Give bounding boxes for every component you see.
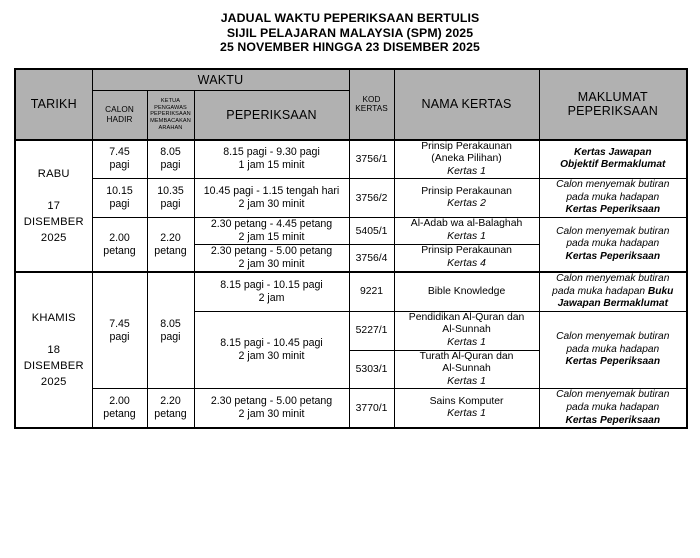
peperiksaan-time-cell — [194, 179, 349, 218]
peperiksaan-time-line-2: 2 jam 15 minit — [238, 231, 305, 244]
maklumat-line-2-plain: pada muka hadapan — [552, 285, 648, 297]
nama-kertas-cell — [394, 311, 539, 350]
header-peperiksaan: PEPERIKSAAN — [194, 91, 349, 140]
maklumat-line-3: Kertas Peperiksaan — [565, 356, 661, 368]
header-kod-line-1: KOD — [362, 94, 381, 104]
peperiksaan-time-line-2: 2 jam 30 minit — [238, 408, 305, 421]
title-line-1: JADUAL WAKTU PEPERIKSAAN BERTULIS — [220, 11, 480, 25]
ketua-line-2: pagi — [160, 198, 181, 211]
maklumat-line-2: pada muka hadapan — [566, 402, 660, 413]
header-ketua-line-4: MEMBACAKAN — [150, 118, 191, 125]
exam-schedule-table — [14, 68, 688, 429]
nama-kertas-line-1: Prinsip Perakaunan — [421, 185, 512, 197]
ketua-line-1: 10.35 — [157, 185, 184, 198]
peperiksaan-time-line-1: 8.15 pagi - 10.15 pagi — [220, 278, 323, 291]
maklumat-line-3: Kertas Peperiksaan — [565, 414, 661, 426]
nama-kertas-line-3: Kertas 1 — [447, 337, 486, 349]
header-calon-line-1: CALON — [105, 105, 134, 115]
day-name: RABU — [37, 167, 70, 180]
table-header-row-1 — [15, 69, 687, 91]
peperiksaan-time-line-1: 2.30 petang - 5.00 petang — [210, 395, 333, 408]
calon-hadir-cell — [92, 218, 147, 273]
nama-kertas-cell — [394, 179, 539, 218]
peperiksaan-time-line-1: 10.45 pagi - 1.15 tengah hari — [203, 185, 340, 198]
day-date-line-2: DISEMBER — [23, 360, 84, 373]
calon-hadir-line-1: 2.00 — [109, 395, 130, 408]
nama-kertas-line-1: Sains Komputer — [429, 395, 504, 407]
header-ketua-line-1: KETUA — [160, 98, 181, 105]
peperiksaan-time-line-2: 2 jam 30 minit — [238, 350, 305, 363]
day-date-line-3: 2025 — [40, 231, 67, 244]
day-date-line-2: DISEMBER — [23, 215, 84, 228]
peperiksaan-time-cell — [194, 140, 349, 179]
date-cell-khamis — [15, 272, 92, 428]
maklumat-line-3: Jawapan Bermaklumat — [557, 298, 668, 310]
maklumat-line-3: Kertas Peperiksaan — [565, 250, 661, 262]
nama-kertas-line-3: Kertas 1 — [447, 375, 486, 387]
nama-kertas-line-3: Kertas 4 — [447, 258, 486, 270]
header-calon-line-2: HADIR — [106, 114, 133, 124]
nama-kertas-cell — [394, 140, 539, 179]
header-maklumat-peperiksaan — [539, 69, 687, 140]
nama-kertas-line-3: Kertas 1 — [447, 165, 486, 177]
calon-hadir-cell — [92, 272, 147, 389]
calon-hadir-line-2: petang — [103, 408, 136, 421]
ketua-line-2: petang — [154, 408, 187, 421]
maklumat-cell — [539, 179, 687, 218]
calon-hadir-cell — [92, 140, 147, 179]
maklumat-line-1: Calon menyemak butiran — [556, 389, 670, 401]
peperiksaan-time-line-1: 2.30 petang - 5.00 petang — [210, 245, 333, 258]
calon-hadir-line-2: pagi — [109, 330, 130, 343]
ketua-line-2: pagi — [160, 159, 181, 172]
ketua-line-1: 2.20 — [160, 395, 181, 408]
table-row — [15, 218, 687, 245]
nama-kertas-cell — [394, 245, 539, 273]
maklumat-line-1: Calon menyemak butiran — [556, 331, 670, 343]
nama-kertas-line-1: Al-Adab wa al-Balaghah — [410, 218, 523, 230]
maklumat-line-1: Calon menyemak butiran — [556, 273, 670, 285]
calon-hadir-line-1: 7.45 — [109, 317, 130, 330]
calon-hadir-line-2: petang — [103, 244, 136, 257]
kod-kertas-cell: 3756/4 — [349, 245, 394, 273]
page-title — [0, 0, 700, 55]
nama-kertas-line-1: Prinsip Perakaunan — [421, 140, 512, 152]
ketua-line-1: 8.05 — [160, 146, 181, 159]
ketua-pengawas-cell — [147, 140, 194, 179]
maklumat-cell — [539, 272, 687, 311]
peperiksaan-time-line-2: 1 jam 15 minit — [238, 159, 305, 172]
header-maklumat-line-2: PEPERIKSAAN — [567, 104, 658, 119]
peperiksaan-time-cell — [194, 272, 349, 311]
peperiksaan-time-cell — [194, 389, 349, 428]
nama-kertas-line-2: Al-Sunnah — [442, 363, 491, 375]
calon-hadir-cell — [92, 179, 147, 218]
ketua-pengawas-cell — [147, 389, 194, 428]
day-name: KHAMIS — [31, 312, 76, 325]
title-line-2: SIJIL PELAJARAN MALAYSIA (SPM) 2025 — [226, 25, 474, 40]
nama-kertas-line-1: Turath Al-Quran dan — [419, 350, 514, 362]
header-tarikh: TARIKH — [15, 69, 92, 140]
ketua-pengawas-cell — [147, 218, 194, 273]
table-row — [15, 179, 687, 218]
peperiksaan-time-cell — [194, 218, 349, 245]
calon-hadir-line-1: 7.45 — [109, 146, 130, 159]
timetable-container — [14, 68, 686, 429]
peperiksaan-time-line-2: 2 jam — [258, 291, 285, 304]
peperiksaan-time-line-2: 2 jam 30 minit — [238, 258, 305, 271]
header-ketua-pengawas — [147, 91, 194, 140]
nama-kertas-line-1: Pendidikan Al-Quran dan — [408, 311, 525, 323]
maklumat-line-1: Calon menyemak butiran — [556, 225, 670, 237]
nama-kertas-line-3: Kertas 1 — [447, 408, 486, 420]
ketua-line-1: 8.05 — [160, 317, 181, 330]
ketua-pengawas-cell — [147, 179, 194, 218]
nama-kertas-line-3: Kertas 2 — [447, 198, 486, 210]
calon-hadir-line-1: 10.15 — [106, 185, 133, 198]
peperiksaan-time-cell — [194, 311, 349, 389]
header-waktu: WAKTU — [92, 69, 349, 91]
ketua-pengawas-cell — [147, 272, 194, 389]
nama-kertas-cell — [394, 218, 539, 245]
header-kod-kertas — [349, 69, 394, 140]
ketua-line-2: pagi — [160, 330, 181, 343]
calon-hadir-line-2: pagi — [109, 159, 130, 172]
calon-hadir-line-2: pagi — [109, 198, 130, 211]
header-calon-hadir — [92, 91, 147, 140]
header-maklumat-line-1: MAKLUMAT — [577, 90, 648, 105]
peperiksaan-time-line-1: 8.15 pagi - 10.45 pagi — [220, 337, 323, 350]
maklumat-line-2: pada muka hadapan — [566, 238, 660, 250]
day-date-line-1: 18 — [47, 344, 61, 357]
maklumat-line-1: Kertas Jawapan — [573, 146, 652, 158]
table-row — [15, 140, 687, 179]
maklumat-line-2 — [540, 286, 687, 299]
title-line-3: 25 NOVEMBER HINGGA 23 DISEMBER 2025 — [220, 40, 480, 54]
day-date-line-1: 17 — [47, 199, 61, 212]
nama-kertas-cell — [394, 389, 539, 428]
peperiksaan-time-cell — [194, 245, 349, 273]
kod-kertas-cell: 5303/1 — [349, 350, 394, 389]
nama-kertas-cell — [394, 350, 539, 389]
kod-kertas-cell: 3770/1 — [349, 389, 394, 428]
maklumat-cell — [539, 140, 687, 179]
maklumat-cell — [539, 218, 687, 273]
header-ketua-line-3: PEPERIKSAAN — [150, 111, 191, 118]
header-ketua-line-2: PENGAWAS — [154, 104, 187, 111]
maklumat-cell — [539, 389, 687, 428]
nama-kertas-line-2: Al-Sunnah — [442, 324, 491, 336]
nama-kertas-line-3: Kertas 1 — [447, 231, 486, 243]
peperiksaan-time-line-1: 2.30 petang - 4.45 petang — [210, 218, 333, 231]
header-kod-line-2: KERTAS — [355, 104, 388, 114]
calon-hadir-line-1: 2.00 — [109, 231, 130, 244]
header-ketua-line-5: ARAHAN — [158, 124, 183, 131]
peperiksaan-time-line-1: 8.15 pagi - 9.30 pagi — [223, 146, 320, 159]
maklumat-line-2: pada muka hadapan — [566, 191, 660, 203]
kod-kertas-cell: 9221 — [349, 272, 394, 311]
kod-kertas-cell: 5405/1 — [349, 218, 394, 245]
maklumat-line-1: Calon menyemak butiran — [556, 179, 670, 191]
maklumat-line-3: Kertas Peperiksaan — [565, 204, 661, 216]
nama-kertas-line-2: (Aneka Pilihan) — [431, 153, 502, 165]
nama-kertas-line-1: Prinsip Perakaunan — [421, 245, 512, 257]
table-row — [15, 272, 687, 311]
peperiksaan-time-line-2: 2 jam 30 minit — [238, 198, 305, 211]
nama-kertas-cell — [394, 272, 539, 311]
ketua-line-2: petang — [154, 244, 187, 257]
kod-kertas-cell: 3756/2 — [349, 179, 394, 218]
maklumat-line-2-bold: Buku — [647, 285, 674, 297]
maklumat-line-2: Objektif Bermaklumat — [560, 159, 666, 171]
date-cell-rabu — [15, 140, 92, 273]
calon-hadir-cell — [92, 389, 147, 428]
table-row — [15, 389, 687, 428]
day-date-line-3: 2025 — [40, 376, 67, 389]
nama-kertas-line-1: Bible Knowledge — [427, 285, 506, 297]
header-nama-kertas: NAMA KERTAS — [394, 69, 539, 140]
maklumat-line-2: pada muka hadapan — [566, 343, 660, 355]
kod-kertas-cell: 3756/1 — [349, 140, 394, 179]
ketua-line-1: 2.20 — [160, 231, 181, 244]
kod-kertas-cell: 5227/1 — [349, 311, 394, 350]
maklumat-cell — [539, 311, 687, 389]
